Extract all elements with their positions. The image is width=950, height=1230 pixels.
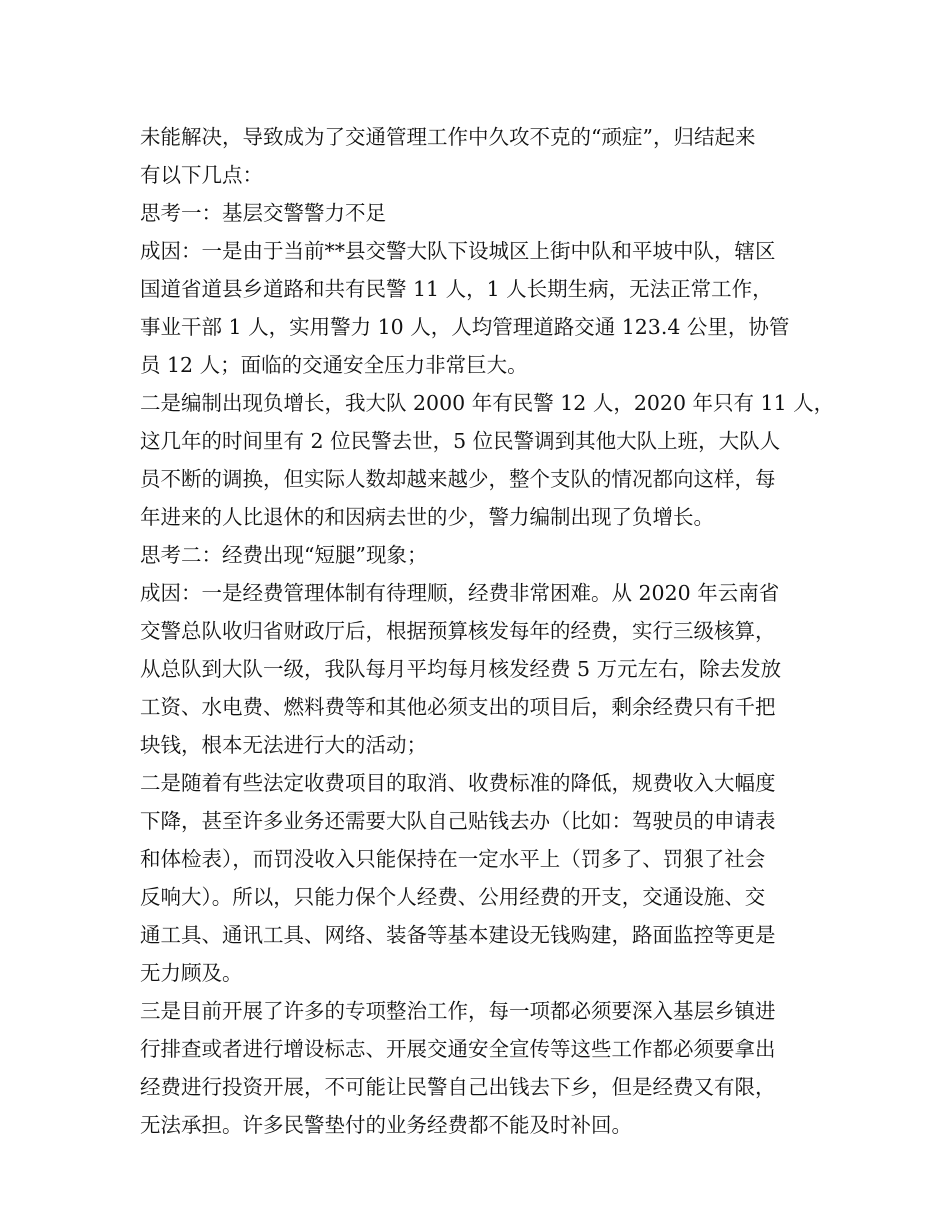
text-line: 无力顾及。 [140,961,243,985]
section-heading: 思考一：基层交警警力不足 [140,201,386,225]
text-line: 通工具、通讯工具、网络、装备等基本建设无钱购建，路面监控等更是 [140,923,776,947]
text-line: 事业干部 1 人，实用警力 10 人，人均管理道路交通 123.4 公里，协管 [140,315,790,339]
text-line: 经费进行投资开展，不可能让民警自己出钱去下乡，但是经费又有限， [140,1075,776,1099]
text-line: 反响大）。所以，只能力保个人经费、公用经费的开支，交通设施、交 [140,885,766,909]
document-page [140,118,835,1144]
text-line: 有以下几点： [140,163,263,187]
text-line: 无法承担。许多民警垫付的业务经费都不能及时补回。 [140,1113,632,1137]
section-heading: 思考二：经费出现“短腿”现象； [140,543,428,567]
text-line: 二是随着有些法定收费项目的取消、收费标准的降低，规费收入大幅度 [140,771,776,795]
text-line: 成因：一是经费管理体制有待理顺，经费非常困难。从 2020 年云南省 [140,581,780,605]
text-line: 和体检表），而罚没收入只能保持在一定水平上（罚多了、罚狠了社会 [140,847,766,871]
text-line: 这几年的时间里有 2 位民警去世，5 位民警调到其他大队上班，大队人 [140,429,781,453]
text-line: 三是目前开展了许多的专项整治工作，每一项都必须要深入基层乡镇进 [140,999,776,1023]
text-line: 成因：一是由于当前**县交警大队下设城区上街中队和平坡中队，辖区 [140,239,776,263]
text-line: 行排查或者进行增设标志、开展交通安全宣传等这些工作都必须要拿出 [140,1037,776,1061]
text-line: 二是编制出现负增长，我大队 2000 年有民警 12 人，2020 年只有 11 人， [140,391,835,415]
text-line: 下降，甚至许多业务还需要大队自己贴钱去办（比如：驾驶员的申请表 [140,809,776,833]
text-line: 工资、水电费、燃料费等和其他必须支出的项目后，剩余经费只有千把 [140,695,776,719]
text-line: 员 12 人；面临的交通安全压力非常巨大。 [140,353,528,377]
text-line: 年进来的人比退休的和因病去世的少，警力编制出现了负增长。 [140,505,714,529]
text-line: 块钱，根本无法进行大的活动； [140,733,427,757]
text-line: 从总队到大队一级，我队每月平均每月核发经费 5 万元左右，除去发放 [140,657,782,681]
text-line: 未能解决，导致成为了交通管理工作中久攻不克的“顽症”，归结起来 [140,125,756,149]
text-line: 交警总队收归省财政厅后，根据预算核发每年的经费，实行三级核算， [140,619,776,643]
text-line: 国道省道县乡道路和共有民警 11 人，1 人长期生病，无法正常工作， [140,277,773,301]
text-line: 员不断的调换，但实际人数却越来越少，整个支队的情况都向这样，每 [140,467,776,491]
